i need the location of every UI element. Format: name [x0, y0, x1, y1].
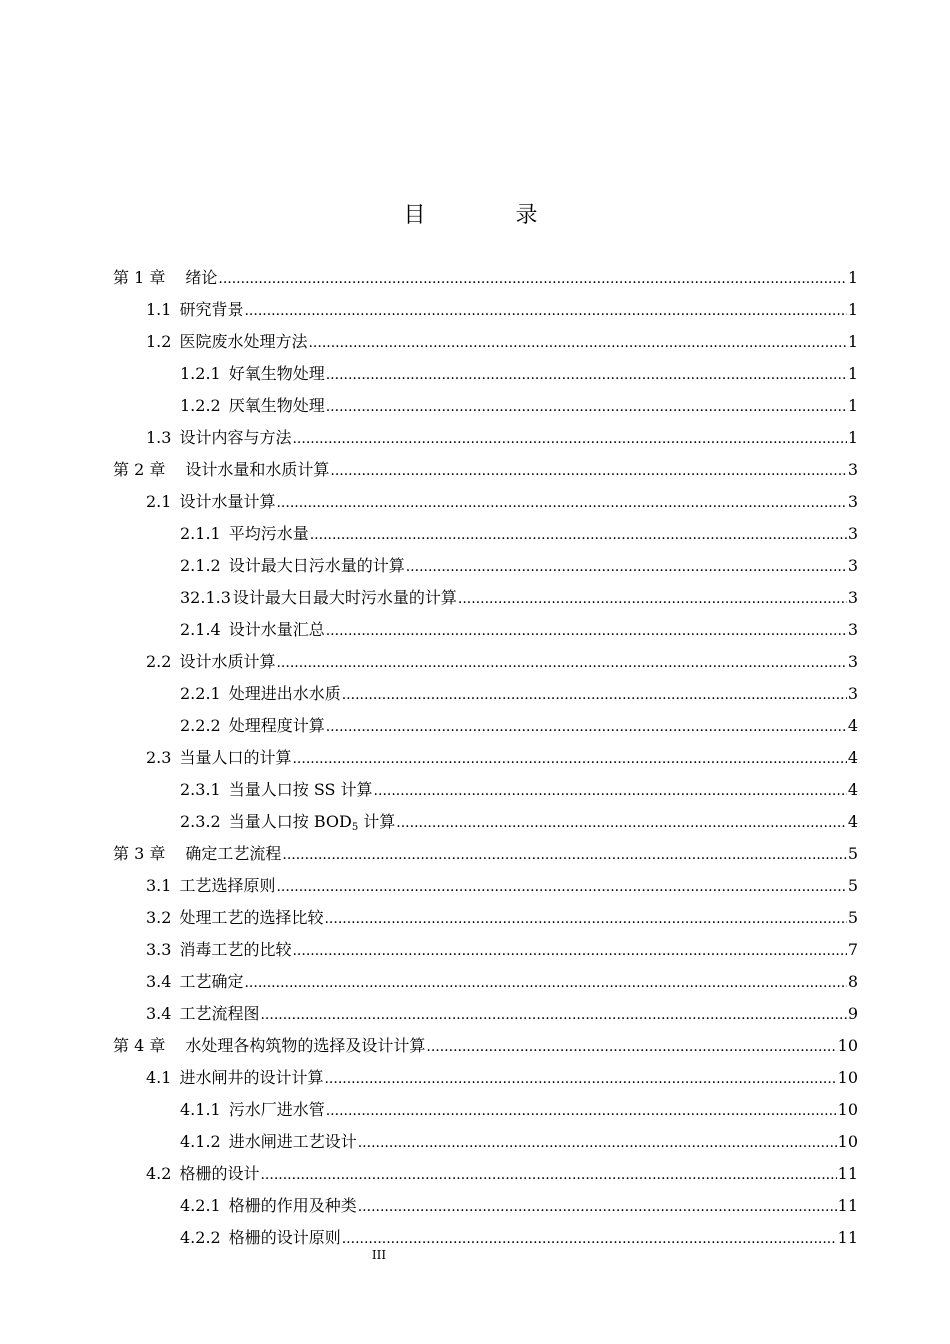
toc-entry[interactable] [180, 1126, 858, 1158]
toc-leader-dots [282, 839, 846, 871]
toc-leader-dots [458, 583, 847, 615]
toc-entry-number: 3.3 [146, 940, 172, 959]
toc-entry-number: 2.3.1 [180, 780, 221, 799]
toc-entry-title: 设计水量和水质计算 [185, 460, 330, 479]
toc-leader-dots [324, 903, 846, 935]
toc-entry-number: 4.1 [146, 1068, 172, 1087]
toc-entry-page: 4 [847, 748, 858, 767]
toc-entry[interactable] [180, 710, 858, 742]
toc-entry-number: 3.4 [146, 972, 172, 991]
toc-entry-page: 8 [847, 972, 858, 991]
toc-entry-number: 2.2.2 [180, 716, 221, 735]
toc-entry[interactable] [180, 582, 858, 614]
toc-entry[interactable] [146, 934, 858, 966]
toc-entry-page: 10 [837, 1100, 858, 1119]
toc-entry-title: 研究背景 [179, 300, 244, 319]
toc-entry-number: 4.2.1 [180, 1196, 221, 1215]
toc-leader-dots [244, 295, 846, 327]
toc-leader-dots [326, 711, 847, 743]
toc-leader-dots [292, 743, 846, 775]
toc-entry-number: 2.3 [146, 748, 172, 767]
toc-entry-title-prefix: 当量人口按 [228, 780, 314, 799]
toc-entry-title: 设计水量汇总 [228, 620, 325, 639]
toc-entry-title-term: SS [313, 780, 336, 799]
toc-entry-page: 5 [847, 844, 858, 863]
toc-entry-number: 第 1 章 [113, 268, 166, 287]
toc-leader-dots [324, 1063, 836, 1095]
toc-leader-dots [358, 1127, 837, 1159]
toc-entry-title: 平均污水量 [228, 524, 309, 543]
toc-entry-title [229, 774, 373, 806]
toc-leader-dots [330, 455, 846, 487]
toc-entry[interactable] [146, 486, 858, 518]
toc-entry-title: 设计最大日污水量的计算 [228, 556, 405, 575]
toc-entry[interactable] [180, 806, 858, 838]
toc-entry-page: 1 [847, 332, 858, 351]
toc-entry[interactable] [146, 422, 858, 454]
toc-entry-title: 设计水质计算 [179, 652, 276, 671]
toc-entry-page: 9 [847, 1004, 858, 1023]
toc-leader-dots [308, 327, 846, 359]
toc-entry-page: 3 [847, 620, 858, 639]
toc-entry[interactable] [180, 390, 858, 422]
toc-entry-number: 4.2.2 [180, 1228, 221, 1247]
toc-entry-number: 第 4 章 [113, 1036, 166, 1055]
toc-entry-title: 格栅的设计 [179, 1164, 260, 1183]
toc-entry-page: 11 [837, 1164, 858, 1183]
toc-leader-dots [326, 615, 847, 647]
toc-entry[interactable] [113, 454, 858, 486]
toc-entry-title: 好氧生物处理 [228, 364, 325, 383]
toc-entry-number: 2.1 [146, 492, 172, 511]
toc-leader-dots [358, 1191, 837, 1223]
toc-leader-dots [260, 1159, 836, 1191]
toc-entry-page: 10 [837, 1068, 858, 1087]
toc-entry-number: 2.2.1 [180, 684, 221, 703]
toc-leader-dots [406, 551, 847, 583]
toc-entry-title-prefix: 当量人口按 [228, 812, 314, 831]
toc-entry-title-suffix: 计算 [335, 780, 373, 799]
toc-entry-number: 4.1.2 [180, 1132, 221, 1151]
toc-entry-title: 厌氧生物处理 [228, 396, 325, 415]
toc-entry-page: 3 [847, 588, 858, 607]
toc-entry[interactable] [180, 518, 858, 550]
toc-entry-title: 消毒工艺的比较 [179, 940, 292, 959]
toc-entry-title: 工艺确定 [179, 972, 244, 991]
toc-entry-page: 7 [847, 940, 858, 959]
toc-entry-title: 处理进出水水质 [228, 684, 341, 703]
toc-entry-number: 4.2 [146, 1164, 172, 1183]
toc-entry-number: 1.2.1 [180, 364, 221, 383]
toc-entry[interactable] [146, 1158, 858, 1190]
toc-entry-number: 2.3.2 [180, 812, 221, 831]
toc-entry[interactable] [180, 358, 858, 390]
toc-entry[interactable] [113, 838, 858, 870]
toc-entry-number: 第 2 章 [113, 460, 166, 479]
toc-entry-number: 3.1 [146, 876, 172, 895]
toc-entry[interactable] [146, 1062, 858, 1094]
toc-leader-dots [276, 487, 846, 519]
toc-entry[interactable] [180, 550, 858, 582]
toc-entry[interactable] [146, 998, 858, 1030]
toc-entry-page: 10 [837, 1036, 858, 1055]
toc-entry-title: 设计最大日最大时污水量的计算 [232, 588, 457, 607]
toc-entry[interactable] [146, 294, 858, 326]
toc-entry-number: 2.1.4 [180, 620, 221, 639]
toc-leader-dots [276, 871, 846, 903]
toc-entry-title: 医院废水处理方法 [179, 332, 308, 351]
toc-entry-title-suffix: 计算 [358, 812, 396, 831]
toc-entry-page: 3 [847, 556, 858, 575]
toc-entry-title: 进水闸进工艺设计 [228, 1132, 357, 1151]
toc-entry-number: 2.1.2 [180, 556, 221, 575]
toc-leader-dots [292, 935, 846, 967]
toc-entry-page: 1 [847, 364, 858, 383]
toc-entry-page: 5 [847, 908, 858, 927]
toc-entry-page: 1 [847, 428, 858, 447]
toc-entry[interactable] [146, 326, 858, 358]
toc-entry-title: 处理程度计算 [228, 716, 325, 735]
toc-entry-page: 3 [847, 492, 858, 511]
toc-entry-number: 2.2 [146, 652, 172, 671]
toc-entry-page: 1 [847, 396, 858, 415]
toc-entry-page: 5 [847, 876, 858, 895]
toc-entry-number: 4.1.1 [180, 1100, 221, 1119]
toc-entry-number: 1.2 [146, 332, 172, 351]
toc-leader-dots [374, 775, 847, 807]
toc-entry[interactable] [146, 966, 858, 998]
toc-entry[interactable] [180, 774, 858, 806]
toc-leader-dots [310, 519, 847, 551]
toc-entry-title: 进水闸井的设计计算 [179, 1068, 324, 1087]
toc-leader-dots [326, 359, 847, 391]
toc-entry-title-term: BOD [313, 812, 352, 831]
toc-title: 目 录 [403, 203, 572, 228]
toc-entry[interactable] [146, 646, 858, 678]
toc-entry-page: 3 [847, 460, 858, 479]
toc-entry[interactable] [146, 742, 858, 774]
toc-entry-number: 1.2.2 [180, 396, 221, 415]
toc-leader-dots [244, 967, 846, 999]
toc-entry-number: 2.1.1 [180, 524, 221, 543]
toc-entry-page: 3 [847, 684, 858, 703]
toc-entry-title-subscript: 5 [351, 822, 359, 833]
toc-leader-dots [396, 807, 847, 839]
toc-entry-title: 格栅的作用及种类 [228, 1196, 357, 1215]
toc-entry[interactable] [180, 1190, 858, 1222]
toc-leader-dots [276, 647, 846, 679]
toc-entry-page: 1 [847, 300, 858, 319]
toc-entry-title: 确定工艺流程 [185, 844, 282, 863]
toc-entry-page: 3 [847, 524, 858, 543]
toc-entry[interactable] [146, 870, 858, 902]
toc-entry-number: 1.1 [146, 300, 172, 319]
toc-entry-title: 污水厂进水管 [228, 1100, 325, 1119]
toc-leader-dots [260, 999, 846, 1031]
toc-entry-title: 格栅的设计原则 [228, 1228, 341, 1247]
toc-entry-page: 11 [837, 1228, 858, 1247]
toc-entry-page: 4 [847, 812, 858, 831]
toc-entry[interactable] [113, 262, 858, 294]
toc-entry-page: 3 [847, 652, 858, 671]
toc-entry-title: 工艺流程图 [179, 1004, 260, 1023]
toc-entry[interactable] [180, 614, 858, 646]
toc-entry-page: 4 [847, 780, 858, 799]
toc-entry-number: 3.2 [146, 908, 172, 927]
toc-entry-number: 32.1.3 [180, 588, 231, 607]
toc-leader-dots [218, 263, 846, 295]
toc-entry-title: 工艺选择原则 [179, 876, 276, 895]
toc-entry-page: 4 [847, 716, 858, 735]
toc-entry-title [229, 806, 396, 838]
toc-entry-title: 处理工艺的选择比较 [179, 908, 324, 927]
toc-leader-dots [326, 391, 847, 423]
toc-entry-title: 绪论 [185, 268, 218, 287]
toc-entry[interactable] [180, 678, 858, 710]
toc-entry-page: 11 [837, 1196, 858, 1215]
page-number-footer: III [371, 1248, 387, 1262]
toc-entry-number: 1.3 [146, 428, 172, 447]
toc-entry[interactable] [113, 1030, 858, 1062]
toc-leader-dots [326, 1095, 837, 1127]
toc-leader-dots [292, 423, 846, 455]
toc-entry-number: 3.4 [146, 1004, 172, 1023]
toc-leader-dots [426, 1031, 836, 1063]
toc-entry-title: 水处理各构筑物的选择及设计计算 [185, 1036, 426, 1055]
toc-entry-title: 设计水量计算 [179, 492, 276, 511]
toc-entry[interactable] [180, 1094, 858, 1126]
toc-entry[interactable] [146, 902, 858, 934]
toc-entry-title: 设计内容与方法 [179, 428, 292, 447]
toc-entry-number: 第 3 章 [113, 844, 166, 863]
toc-leader-dots [342, 679, 847, 711]
toc-entry-title: 当量人口的计算 [179, 748, 292, 767]
toc-entry-page: 10 [837, 1132, 858, 1151]
toc-entry-page: 1 [847, 268, 858, 287]
